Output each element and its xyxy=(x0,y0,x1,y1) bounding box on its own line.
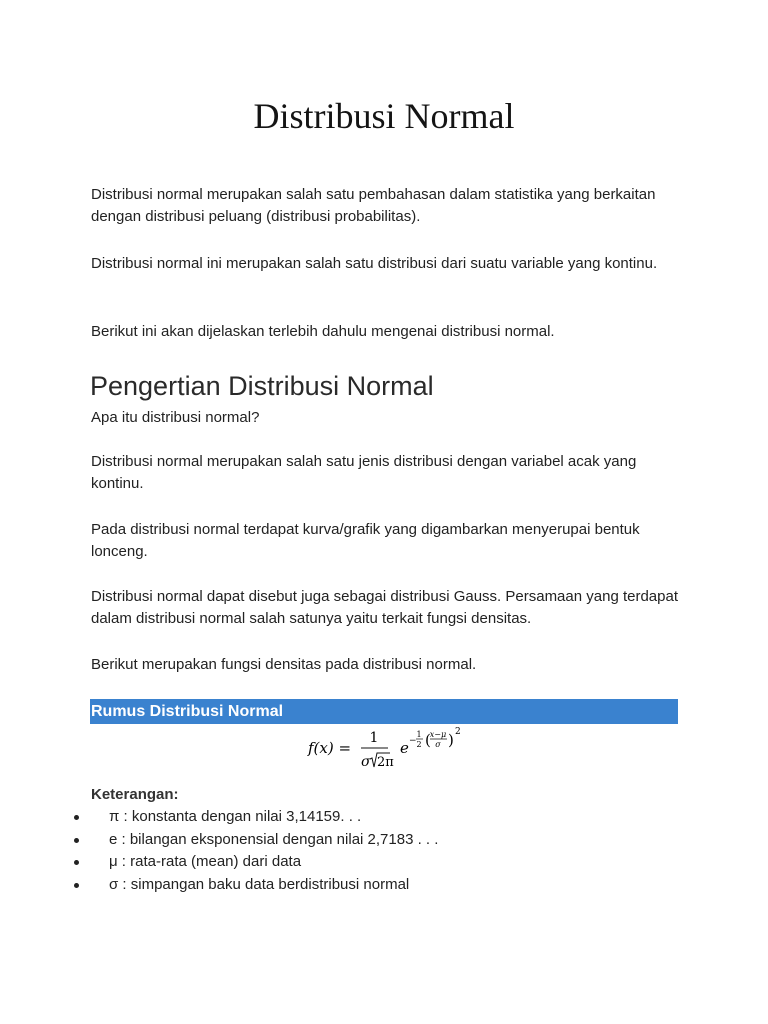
section-paragraph-5: Berikut merupakan fungsi densitas pada distribusi normal. xyxy=(91,656,477,673)
bullet-icon xyxy=(74,860,79,865)
list-item xyxy=(74,806,438,829)
formula-exp-half-den: 2 xyxy=(416,740,422,749)
list-item-text: μ : rata-rata (mean) dari data xyxy=(109,853,302,870)
section-heading: Pengertian Distribusi Normal xyxy=(90,371,434,401)
formula-lhs: f(x) = xyxy=(308,739,352,757)
formula-exp-inner-num: x−μ xyxy=(429,730,447,739)
intro-paragraph-2: Distribusi normal ini merupakan salah satu distribusi dari suatu variable yang kontinu. xyxy=(91,255,658,272)
formula-base-e: e xyxy=(400,739,409,757)
bullet-icon xyxy=(74,883,79,888)
list-item-text: σ : simpangan baku data berdistribusi normal xyxy=(109,875,410,893)
document-title: Distribusi Normal xyxy=(253,96,515,136)
list-item-text: e : bilangan eksponensial dengan nilai 2,7183 . . . xyxy=(109,830,439,848)
formula-exp-half-num: 1 xyxy=(416,730,422,739)
formula-denominator-sigma: σ xyxy=(361,754,371,770)
formula-exp-sign: − xyxy=(409,736,417,746)
list-item xyxy=(74,829,438,852)
keterangan-list xyxy=(74,806,438,896)
formula-exp-power: 2 xyxy=(455,727,461,737)
intro-paragraph-1: Distribusi normal merupakan salah satu pembahasan dalam statistika yang berkaitan dengan distribusi peluang (distribusi probabilitas). xyxy=(91,186,656,225)
bullet-icon xyxy=(74,815,79,820)
section-paragraph-4: Distribusi normal dapat disebut juga sebagai distribusi Gauss. Persamaan yang terdapat dalam distribusi normal salah satunya yaitu terkait fungsi densitas. xyxy=(91,588,678,627)
formula-exp-lparen: ( xyxy=(425,731,431,749)
list-item xyxy=(74,851,438,874)
formula-exp-rparen: ) xyxy=(448,731,454,749)
formula-banner-heading: Rumus Distribusi Normal xyxy=(90,699,678,724)
formula-exp-inner-den: σ xyxy=(435,740,441,749)
intro-paragraph-3: Berikut ini akan dijelaskan terlebih dahulu mengenai distribusi normal. xyxy=(91,323,555,340)
keterangan-label: Keterangan: xyxy=(91,786,179,803)
section-paragraph-3: Pada distribusi normal terdapat kurva/grafik yang digambarkan menyerupai bentuk lonceng. xyxy=(91,521,640,560)
bullet-icon xyxy=(74,838,79,843)
section-paragraph-1: Apa itu distribusi normal? xyxy=(91,409,260,426)
list-item-text: π : konstanta dengan nilai 3,14159. . . xyxy=(109,808,362,825)
list-item xyxy=(74,874,438,897)
normal-density-formula xyxy=(306,726,471,776)
formula-denominator-root: 2π xyxy=(377,755,394,770)
formula-numerator: 1 xyxy=(369,730,379,746)
section-paragraph-2: Distribusi normal merupakan salah satu jenis distribusi dengan variabel acak yang kontinu. xyxy=(91,453,637,492)
